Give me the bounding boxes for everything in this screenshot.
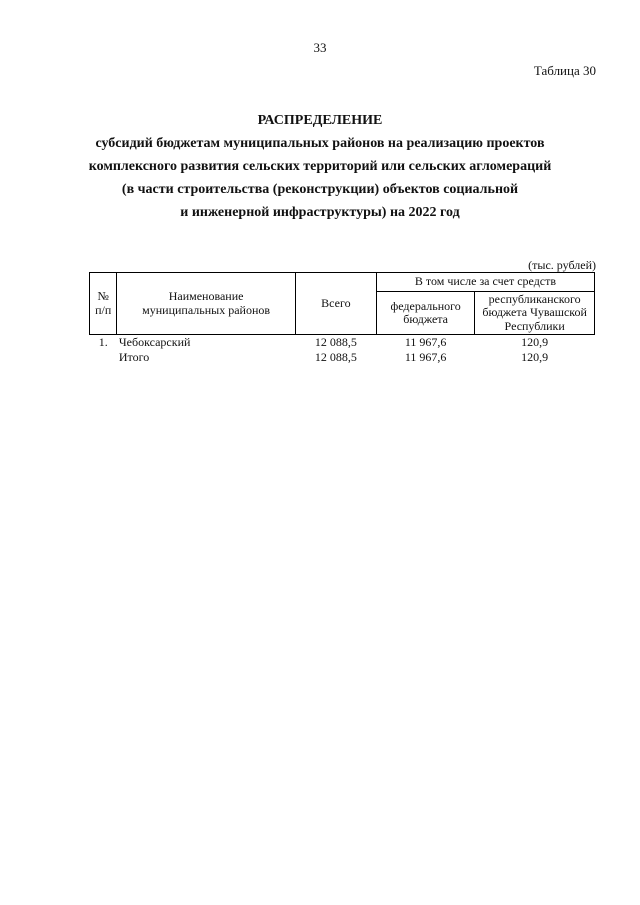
title-line: субсидий бюджетам муниципальных районов на реализацию проектов <box>95 136 545 151</box>
title-line: (в части строительства (реконструкции) объектов социальной <box>121 182 519 197</box>
header-line: Наименование <box>168 289 244 303</box>
table-label: Таблица 30 <box>533 63 596 78</box>
republic-amount: 120,9 <box>521 349 549 364</box>
document-title <box>40 109 600 224</box>
header-line: муниципальных районов <box>142 302 271 317</box>
subsidy-table <box>89 272 595 364</box>
table-row <box>90 335 595 350</box>
district-name: Итого <box>118 349 150 364</box>
header-line: № <box>97 289 109 303</box>
federal-amount: 11 967,6 <box>404 335 447 349</box>
total-amount: 12 088,5 <box>314 335 357 349</box>
table-row-total <box>90 350 595 365</box>
header-total: Всего <box>295 273 376 335</box>
header-district-name <box>117 273 295 335</box>
row-number <box>90 350 117 365</box>
header-line: республиканского <box>488 291 581 306</box>
header-federal-budget <box>376 292 474 335</box>
federal-amount: 11 967,6 <box>404 349 447 364</box>
units-note: (тыс. рублей) <box>528 258 596 272</box>
total-amount: 12 088,5 <box>314 349 357 364</box>
title-line: комплексного развития сельских территорий или сельских агломераций <box>88 159 552 174</box>
header-line: бюджета Чувашской <box>482 305 587 320</box>
district-name: Чебоксарский <box>118 335 191 349</box>
header-line: бюджета <box>403 312 448 326</box>
header-number <box>90 273 117 335</box>
header-line: федерального <box>390 298 461 313</box>
header-republic-budget <box>475 292 595 335</box>
title-line: и инженерной инфраструктуры) на 2022 год <box>180 205 460 220</box>
header-funding-sources: В том числе за счет средств <box>376 273 594 292</box>
row-number: 1. <box>98 335 108 349</box>
page-number: 33 <box>313 40 327 55</box>
header-line: п/п <box>95 302 112 317</box>
republic-amount: 120,9 <box>521 335 549 349</box>
header-line: Республики <box>504 318 565 333</box>
title-heading: РАСПРЕДЕЛЕНИЕ <box>257 113 383 128</box>
